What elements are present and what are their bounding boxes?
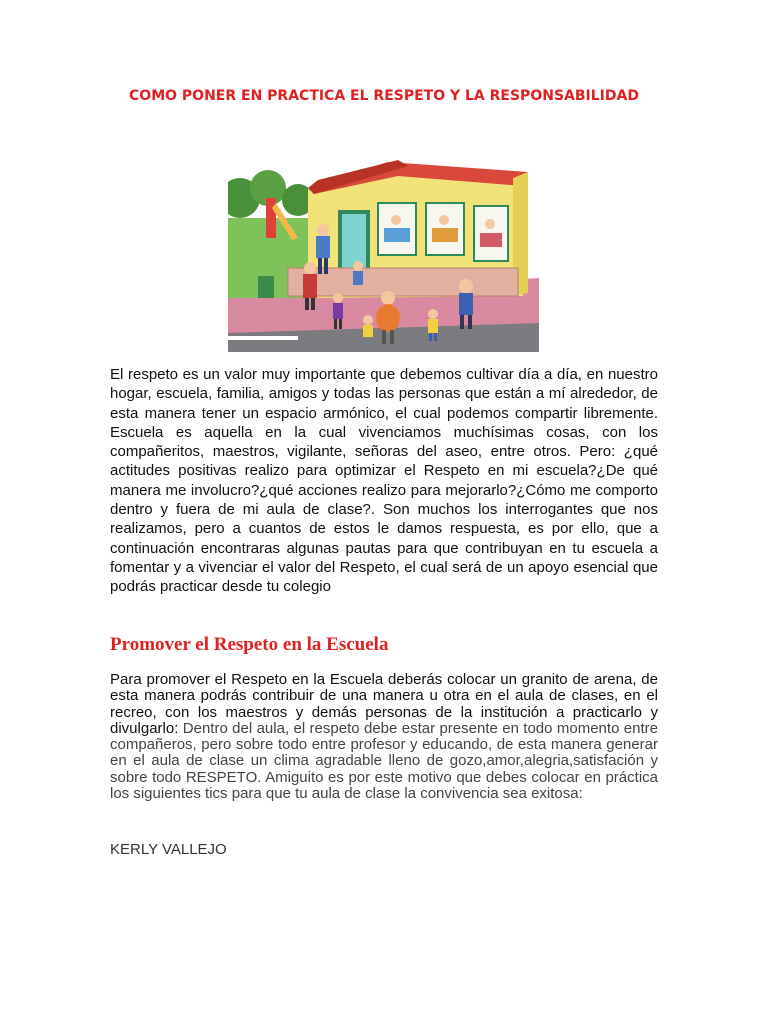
section-heading: Promover el Respeto en la Escuela bbox=[110, 634, 389, 655]
section-body bbox=[110, 672, 658, 802]
intro-paragraph: El respeto es un valor muy importante que debemos cultivar día a día, en nuestro hogar, escuela, familia, amigos y todas las personas que están a mí alrededor, de esta manera tener un espacio armónico, el cual podemos compartir libremente. Escuela es aquella en la cual vivenciamos muchísimas cosas, con los compañeritos, maestros, vigilante, señoras del aseo, entre otros. Pero: ¿qué actitudes positivas realizo para optimizar el Respeto en mi escuela?¿De qué manera me involucro?¿qué acciones realizo para mejorarlo?¿Cómo me comporto dentro y fuera de mi aula de clase?. Son muchos los interrogantes que nos realizamos, pero a cuantos de estos le damos respuesta, es por ello, que a continuación encontraras algunas pautas para que contribuyan en tu escuela a fomentar y a vivenciar el valor del Respeto, el cual será de un apoyo esencial que podrás practicar desde tu colegio bbox=[110, 366, 658, 596]
author-name: KERLY VALLEJO bbox=[110, 841, 227, 858]
section-body-detail: Dentro del aula, el respeto debe estar presente en todo momento entre compañeros, pero sobre todo entre profesor y educando, de esta manera generar en el aula de clase un clima agradable lleno de gozo,amor,alegria,satisfación y sobre todo RESPETO. Amiguito es por este motivo que debes colocar en práctica los siguientes tics para que tu aula de clase la convivencia sea exitosa: bbox=[110, 719, 658, 803]
page-title: COMO PONER EN PRACTICA EL RESPETO Y LA RESPONSABILIDAD bbox=[129, 88, 639, 104]
school-illustration bbox=[228, 158, 539, 352]
section-body-lead: Para promover el Respeto en la Escuela deberás colocar un granito de arena, de esta manera podrás contribuir de una manera u otra en el aula de clases, en el recreo, con los maestros y demás personas de la institución a practicarlo y divulgarlo: bbox=[110, 671, 658, 737]
